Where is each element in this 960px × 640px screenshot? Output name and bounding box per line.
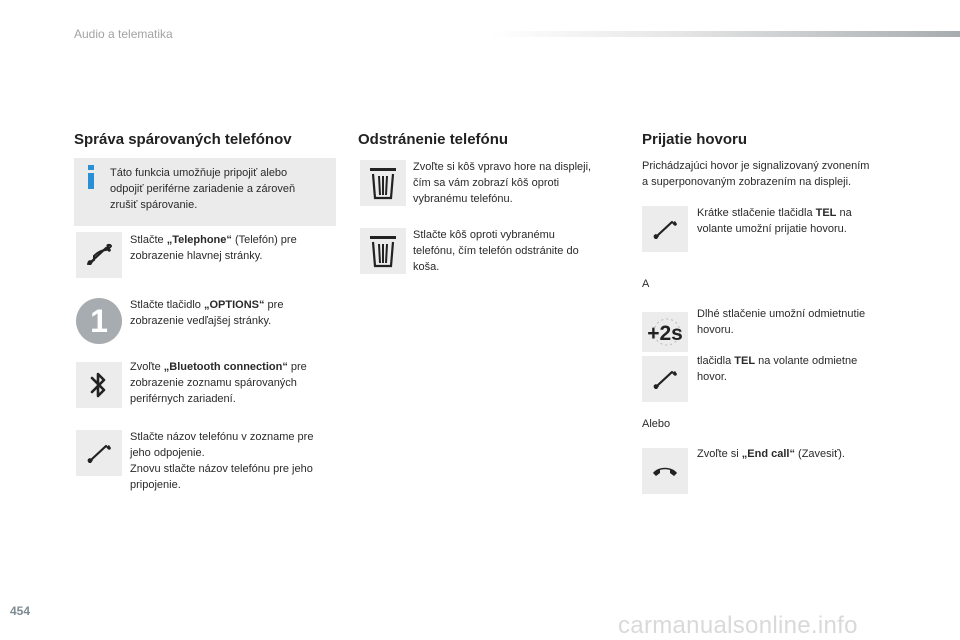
trash-icon: [369, 234, 397, 268]
phone-icon-box-2: [76, 430, 122, 476]
watermark: carmanualsonline.info: [618, 612, 858, 639]
info-icon: [86, 165, 96, 189]
info-text: Táto funkcia umožňuje pripojiť alebo odpojiť periférne zariadenie a zároveň zrušiť spárovanie.: [110, 167, 296, 211]
separator-a: A: [642, 278, 650, 290]
short-press-text: Krátke stlačenie tlačidla TEL na volante umožní prijatie hovoru.: [697, 207, 852, 235]
timer-2s-icon: [644, 316, 686, 348]
trash-icon: [369, 166, 397, 200]
separator-alebo: Alebo: [642, 418, 671, 430]
receive-call-intro: Prichádzajúci hovor je signalizovaný zvonením a superponovaným zobrazením na displeji.: [642, 160, 870, 188]
section-title-paired-phones: Správa spárovaných telefónov: [74, 131, 292, 148]
tel-reject-text: tlačidla TEL na volante odmietne hovor.: [697, 355, 858, 383]
trash-icon-box-2: [360, 228, 406, 274]
section-title-remove-phone: Odstránenie telefónu: [358, 131, 509, 148]
section-title-receive-call: Prijatie hovoru: [642, 131, 748, 148]
remove-step1-text: Zvoľte si kôš vpravo hore na displeji, čím sa vám zobrazí kôš oproti vybranému telefónu.: [413, 161, 592, 205]
phone-icon: [84, 438, 114, 468]
phone-icon: [650, 214, 680, 244]
step-options-text: Stlačte tlačidlo „OPTIONS“ pre zobrazenie vedľajšej stránky.: [130, 299, 284, 327]
step-phone-name-text: Stlačte názov telefónu v zozname pre jeho odpojenie. Znovu stlačte názov telefónu pre jeho pripojenie.: [130, 431, 314, 491]
phone-icon-box: [76, 232, 122, 278]
step-telephone-text: Stlačte „Telephone“ (Telefón) pre zobrazenie hlavnej stránky.: [130, 234, 297, 262]
phone-icon-box-3: [642, 206, 688, 252]
trash-icon-box: [360, 160, 406, 206]
step-number-badge: 1: [76, 298, 122, 344]
hang-up-icon: [650, 461, 680, 481]
long-press-text: Dlhé stlačenie umožní odmietnutie hovoru.: [697, 308, 866, 336]
phone-icon: [84, 240, 114, 270]
remove-step2-text: Stlačte kôš oproti vybranému telefónu, čím telefón odstránite do koša.: [413, 229, 579, 273]
bluetooth-icon-box: [76, 362, 122, 408]
section-header: Audio a telematika: [74, 27, 173, 41]
two-seconds-icon-box: [642, 312, 688, 352]
end-call-text: Zvoľte si „End call“ (Zavesiť).: [697, 448, 845, 460]
hangup-icon-box: [642, 448, 688, 494]
svg-text:+2s: +2s: [647, 322, 683, 345]
phone-icon-box-4: [642, 356, 688, 402]
bluetooth-icon: [88, 369, 110, 401]
phone-icon: [650, 364, 680, 394]
page-number: 454: [10, 604, 31, 618]
header-bar: [490, 31, 960, 37]
step-bluetooth-text: Zvoľte „Bluetooth connection“ pre zobrazenie zoznamu spárovaných periférnych zariadení.: [130, 361, 307, 405]
